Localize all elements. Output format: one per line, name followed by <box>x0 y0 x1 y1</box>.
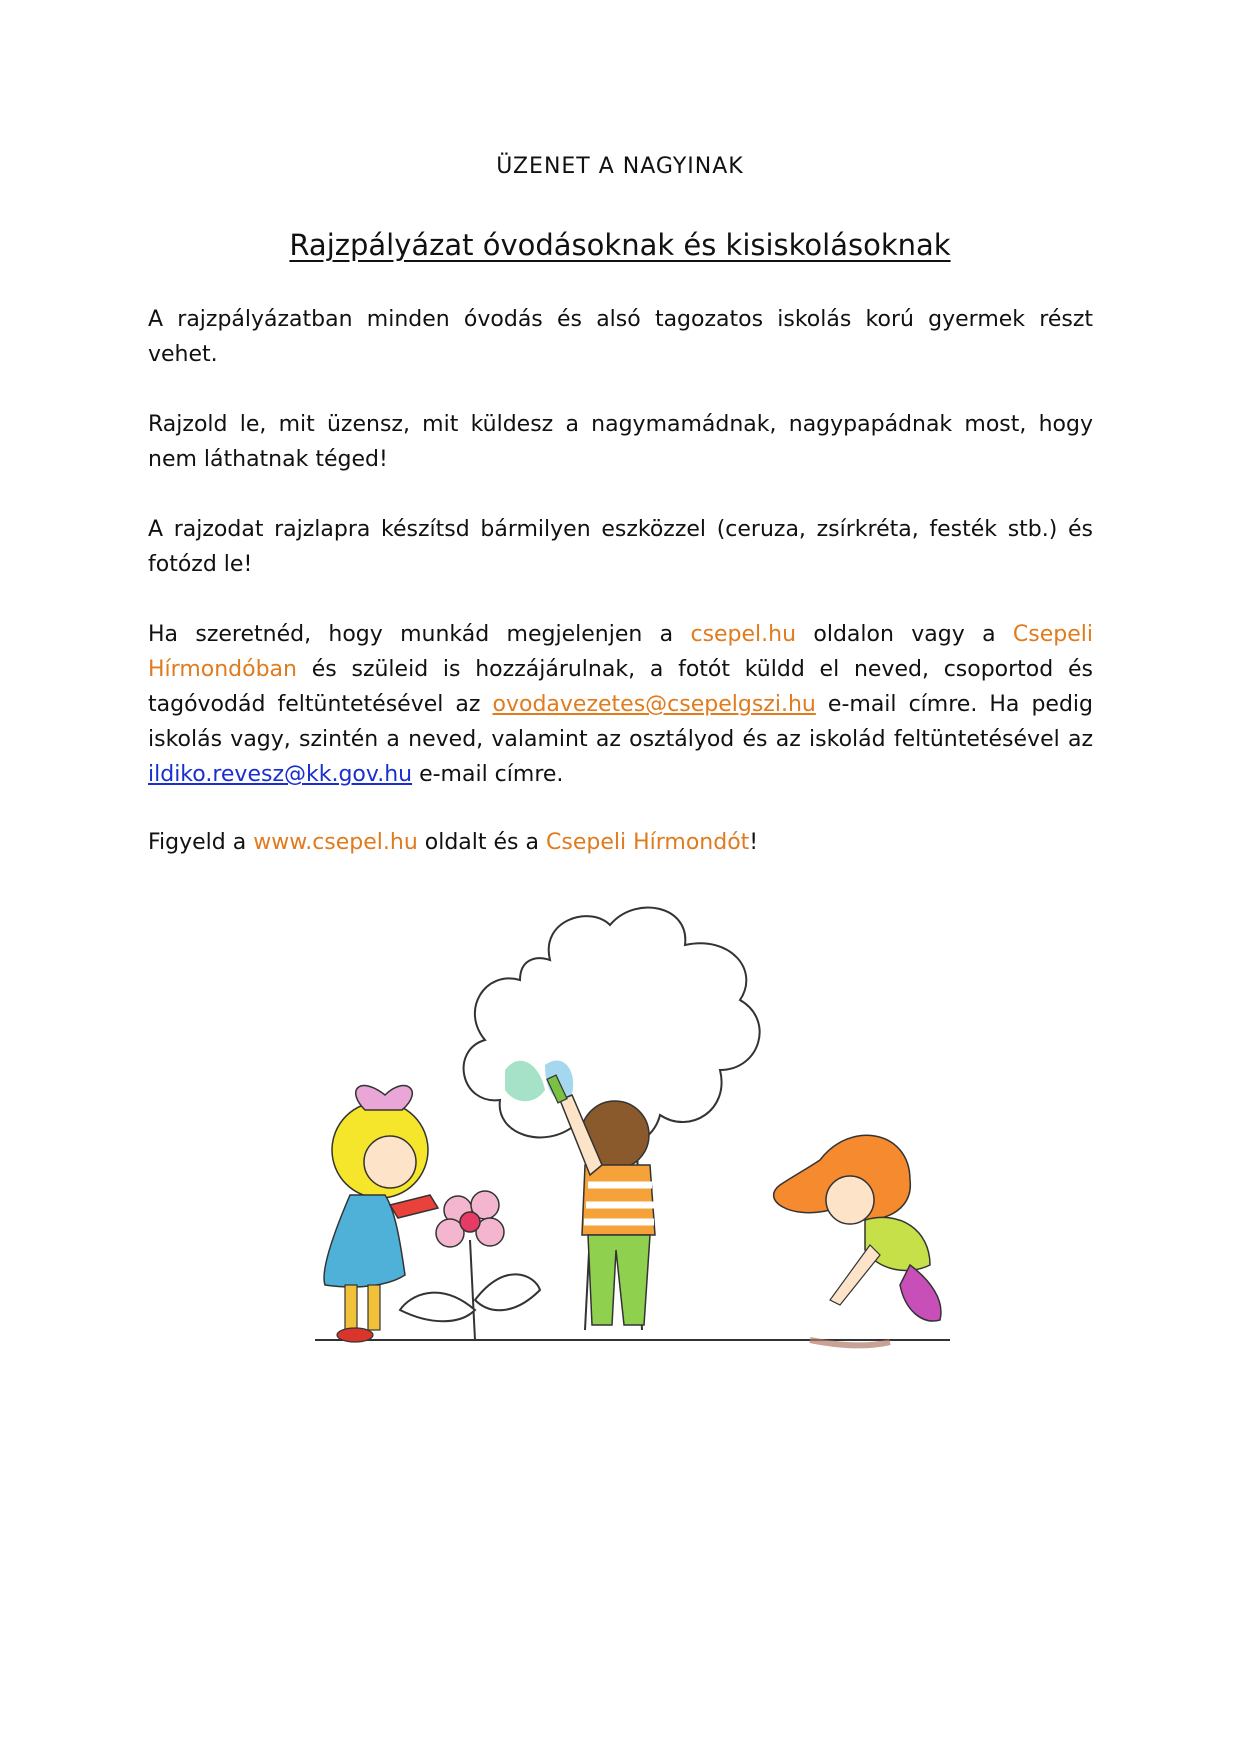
flower-leaf-right <box>475 1274 540 1310</box>
school-email-link[interactable]: ildiko.revesz@kk.gov.hu <box>148 762 413 787</box>
submission-text-4: e-mail címre. Ha pedig iskolás vagy, szintén a neved, valamint az osztályod és az iskolád feltüntetésével az <box>148 692 1093 752</box>
submission-text-5: e-mail címre. <box>412 762 564 787</box>
boy-pants <box>588 1235 650 1325</box>
document-title: Rajzpályázat óvodásoknak és kisiskolásoknak <box>289 228 951 262</box>
girl-left-bow <box>356 1086 413 1110</box>
site-name: csepel.hu <box>690 622 797 647</box>
follow-text-3: ! <box>749 830 759 855</box>
paragraph-follow <box>148 825 1093 860</box>
paragraph-materials: A rajzodat rajzlapra készítsd bármilyen eszközzel (ceruza, zsírkréta, festék stb.) és fotózd le! <box>148 517 1093 577</box>
paragraph-submission <box>148 617 1093 792</box>
girl-right-face <box>826 1176 874 1224</box>
submission-text-2: oldalon vagy a <box>796 622 1013 647</box>
girl-left-arm <box>390 1195 438 1218</box>
children-drawing-illustration <box>290 900 970 1370</box>
girl-left-leg <box>345 1285 357 1330</box>
kindergarten-email-link[interactable]: ovodavezetes@csepelgszi.hu <box>492 692 816 717</box>
girl-left-face <box>364 1136 416 1188</box>
submission-text-1: Ha szeretnéd, hogy munkád megjelenjen a <box>148 622 691 647</box>
paragraph-eligibility: A rajzpályázatban minden óvodás és alsó tagozatos iskolás korú gyermek részt vehet. <box>148 307 1093 367</box>
follow-text-2: oldalt és a <box>417 830 546 855</box>
girl-left-shoe <box>337 1328 373 1342</box>
girl-left-leg <box>368 1285 380 1330</box>
girl-right-arm <box>830 1245 880 1305</box>
girl-right-pants <box>900 1265 941 1321</box>
submission-text-3: és szüleid is hozzájárulnak, a fotót küldd el neved, csoportod és tagóvodád feltüntetésével az <box>148 657 1093 717</box>
flower-center <box>460 1212 480 1232</box>
newspaper-name-2: Csepeli Hírmondót <box>546 830 750 855</box>
flower-stem <box>470 1240 475 1340</box>
flower-leaf-left <box>400 1293 475 1322</box>
paragraph-task: Rajzold le, mit üzensz, mit küldesz a nagymamádnak, nagypapádnak most, hogy nem láthatnak téged! <box>148 412 1093 472</box>
newspaper-name: Csepeli Hírmondóban <box>148 622 1093 682</box>
follow-text-1: Figyeld a <box>148 830 254 855</box>
website-name: www.csepel.hu <box>253 830 418 855</box>
document-kicker: ÜZENET A NAGYINAK <box>496 154 744 179</box>
